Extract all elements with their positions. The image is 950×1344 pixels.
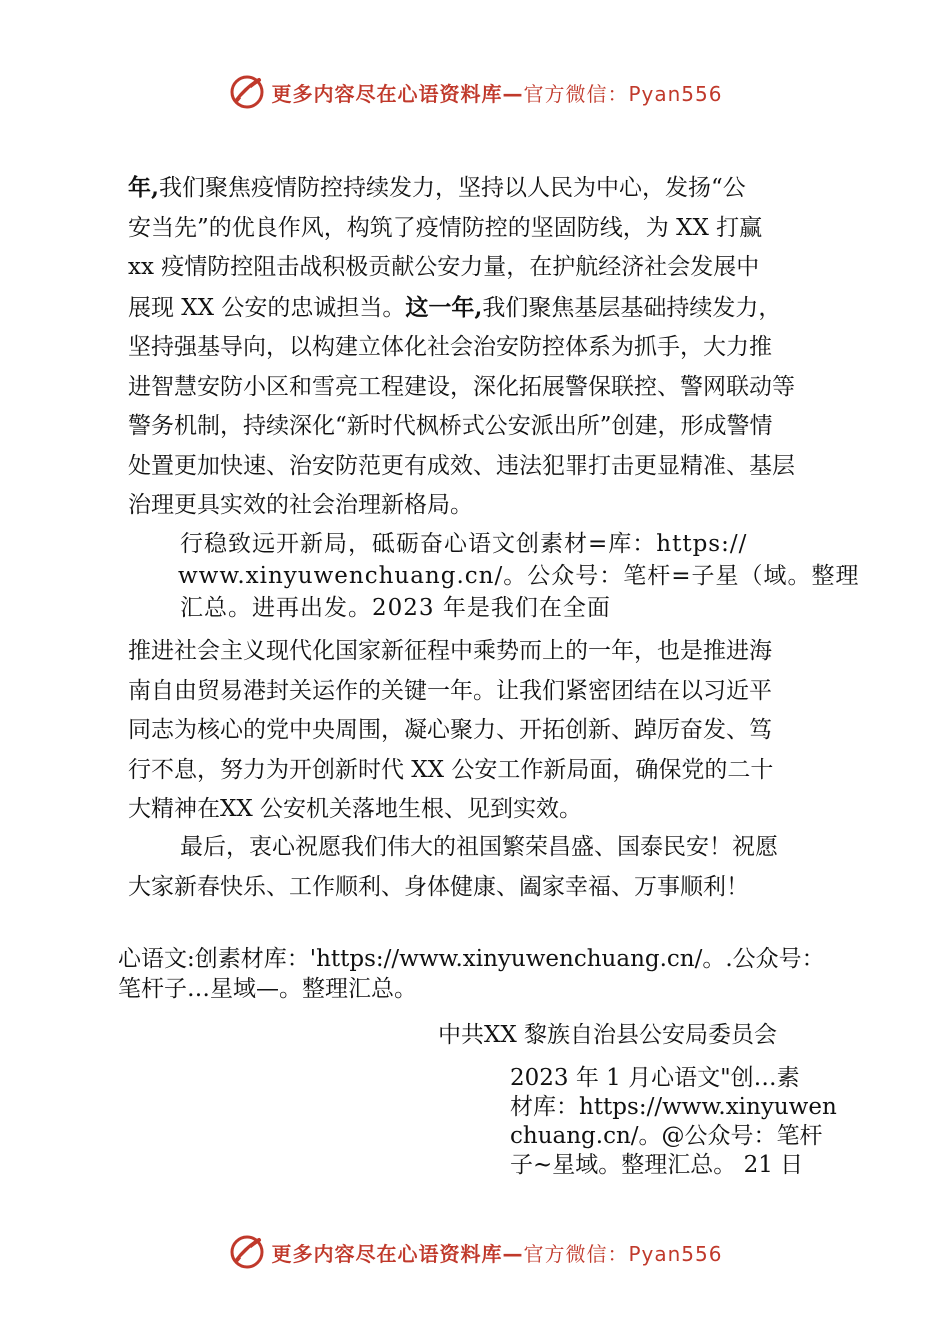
banner-wechat: 官方微信：Pyan556 <box>523 81 723 106</box>
paragraph-line: 大家新春快乐、工作顺利、身体健康、阖家幸福、万事顺利！ <box>128 873 749 900</box>
paragraph-line: 警务机制，持续深化“新时代枫桥式公安派出所”创建，形成警情 <box>128 413 773 439</box>
paragraph-2 <box>180 528 900 624</box>
paragraph-4 <box>128 828 848 907</box>
signature-line: 2023 年 1 月心语文"创…素 <box>510 1065 800 1091</box>
paragraph-line: 坚持强基导向，以构建立体化社会治安防控体系为抓手，大力推 <box>128 334 772 360</box>
signature-org: 中共XX 黎族自治县公安局委员会 <box>438 1022 778 1048</box>
signature-line: 材库：https://www.xinyuwen <box>510 1094 837 1120</box>
brush-logo-icon <box>227 1232 267 1272</box>
signature-line: 子~星域。整理汇总。 21 日 <box>510 1152 804 1178</box>
note-line: 心语文:创素材库：'https://www.xinyuwenchuang.cn/。.公众号： <box>118 946 825 972</box>
paragraph-line: 推进社会主义现代化国家新征程中乘势而上的一年，也是推进海 <box>128 638 772 664</box>
header-banner <box>0 72 950 112</box>
banner-text: 更多内容尽在心语资料库— <box>271 1241 524 1266</box>
paragraph-1 <box>128 168 848 526</box>
paragraph-line: 安当先”的优良作风，构筑了疫情防控的坚固防线，为 XX 打赢 <box>128 214 763 241</box>
paragraph-line: 最后，衷心祝愿我们伟大的祖国繁荣昌盛、国泰民安！祝愿 <box>180 834 778 860</box>
paragraph-line: 行不息，努力为开创新时代 XX 公安工作新局面，确保党的二十 <box>128 756 774 783</box>
signature-date-block <box>510 1064 837 1180</box>
paragraph-line: 展现 XX 公安的忠诚担当。这一年,我们聚焦基层基础持续发力， <box>128 293 782 321</box>
paragraph-line: 南自由贸易港封关运作的关键一年。让我们紧密团结在以习近平 <box>128 677 772 704</box>
note-line: 笔杆子…星域—。整理汇总。 <box>118 976 417 1002</box>
paragraph-line: 行稳致远开新局，砥砺奋心语文创素材=库：https:// <box>180 531 748 557</box>
paragraph-line: 汇总。进再出发。2023 年是我们在全面 <box>180 595 611 621</box>
paragraph-line: xx 疫情防控阻击战积极贡献公安力量，在护航经济社会发展中 <box>128 254 760 280</box>
paragraph-line: 大精神在XX 公安机关落地生根、见到实效。 <box>128 796 583 822</box>
signature-line: chuang.cn/。@公众号：笔杆 <box>510 1123 823 1149</box>
footer-banner <box>0 1232 950 1272</box>
paragraph-3 <box>128 632 848 830</box>
brush-logo-icon <box>227 72 267 112</box>
banner-wechat: 官方微信：Pyan556 <box>523 1241 723 1266</box>
paragraph-line: 进智慧安防小区和雪亮工程建设，深化拓展警保联控、警网联动等 <box>128 373 795 400</box>
paragraph-line: 年,我们聚焦疫情防控持续发力，坚持以人民为中心，发扬“公 <box>128 174 746 201</box>
watermark-note <box>118 944 825 1004</box>
paragraph-line: 处置更加快速、治安防范更有成效、违法犯罪打击更显精准、基层 <box>128 452 795 479</box>
paragraph-line: 治理更具实效的社会治理新格局。 <box>128 492 473 518</box>
paragraph-line: www.xinyuwenchuang.cn/。公众号：笔杆=子星（域。整理 <box>178 563 860 589</box>
banner-text: 更多内容尽在心语资料库— <box>271 81 524 106</box>
paragraph-line: 同志为核心的党中央周围，凝心聚力、开拓创新、踔厉奋发、笃 <box>128 717 772 743</box>
